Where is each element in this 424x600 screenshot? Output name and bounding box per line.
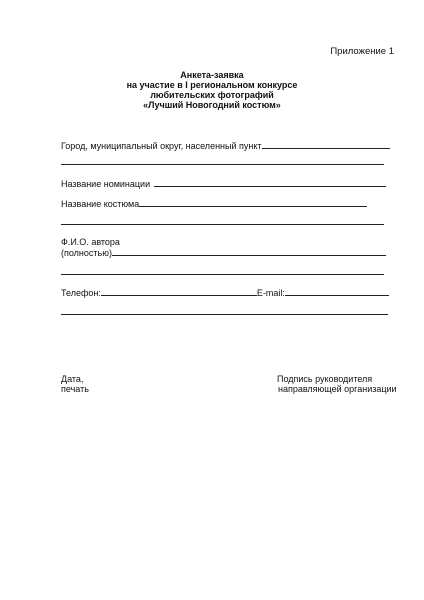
contacts-field[interactable] [61,287,389,299]
phone-input-line[interactable] [101,287,257,296]
email-label: E-mail: [256,288,285,298]
blank-line[interactable] [61,314,388,315]
form-title: Анкета-заявка [180,70,244,80]
city-field[interactable] [61,140,390,152]
city-label: Город, муниципальный округ, населенный пункт [61,141,262,151]
form-subtitle-2: любительских фотографий [150,90,274,100]
nomination-input-line[interactable] [154,178,386,187]
phone-label: Телефон: [61,288,101,298]
author-field[interactable] [61,247,386,259]
nomination-label: Название номинации [61,179,151,189]
city-input-line[interactable] [262,140,390,149]
blank-line[interactable] [61,164,384,165]
date-label: Дата, [61,374,84,384]
costume-field[interactable] [61,198,367,210]
organization-label: направляющей организации [278,384,397,394]
stamp-label: печать [61,384,89,394]
blank-line[interactable] [61,224,384,225]
blank-line[interactable] [61,274,384,275]
nomination-field[interactable] [61,178,386,190]
email-input-line[interactable] [285,287,389,296]
author-label-2: (полностью) [61,248,112,258]
costume-input-line[interactable] [139,198,367,207]
appendix-label: Приложение 1 [330,46,394,57]
costume-label: Название костюма [61,199,140,209]
form-subtitle-3: «Лучший Новогодний костюм» [143,100,281,110]
author-input-line[interactable] [112,247,386,256]
form-subtitle-1: на участие в I региональном конкурсе [126,80,298,90]
signature-label: Подпись руководителя [277,374,373,384]
author-label: Ф.И.О. автора [61,237,120,247]
